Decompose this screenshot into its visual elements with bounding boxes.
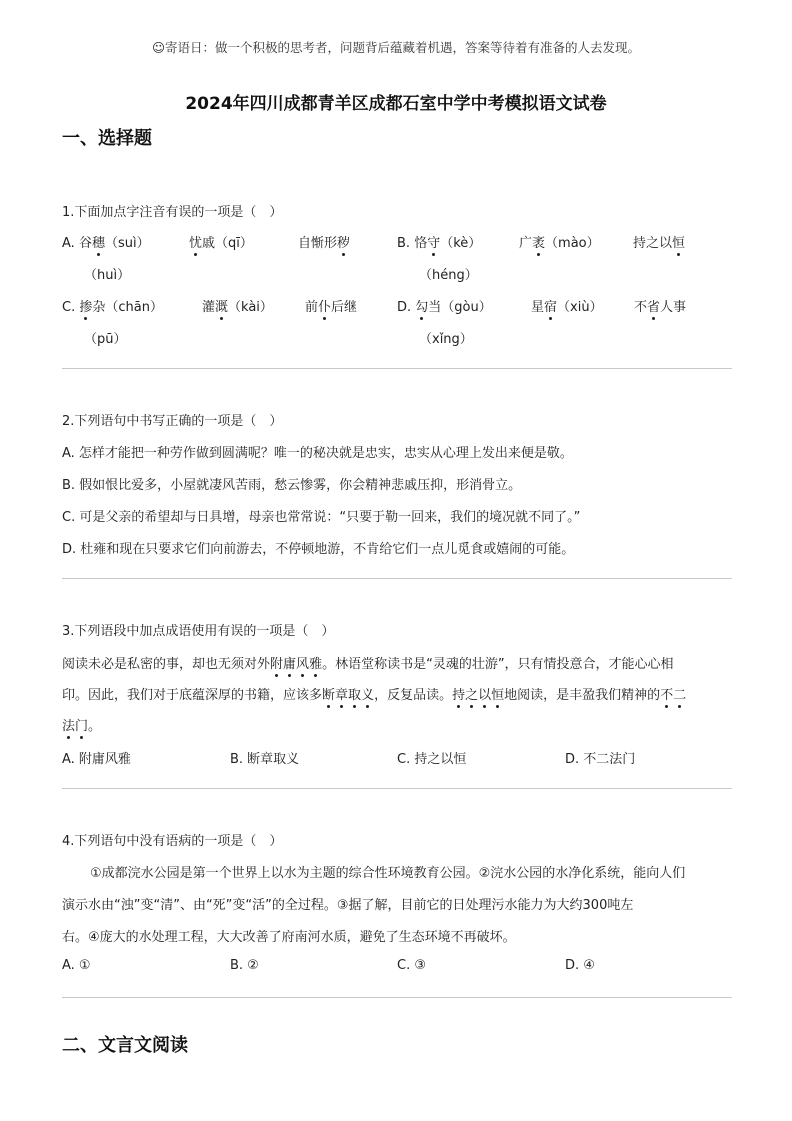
q1-option-a-item-2: 忧戚（qī） xyxy=(189,232,253,251)
emphasis-dot-char: 掺 xyxy=(79,296,92,315)
emphasis-dot-char: 义 xyxy=(361,684,374,703)
emphasis-dot-phrase xyxy=(452,688,504,703)
emphasis-dot-char: 章 xyxy=(335,684,348,703)
emphasis-dot-char: 守 xyxy=(427,232,440,251)
emphasis-dot-char: 断 xyxy=(322,684,335,703)
q2-option-d: D. 杜雍和现在只要求它们向前游去，不停顿地游，不肯给它们一点儿觅食或嬉闹的可能。 xyxy=(62,542,575,557)
divider xyxy=(62,368,732,369)
q4-option-a: A. ① xyxy=(62,958,91,973)
emphasis-dot-char: 溉 xyxy=(215,296,228,315)
emphasis-dot-char: 门 xyxy=(75,715,88,734)
q3-option-b: B. 断章取义 xyxy=(230,752,300,767)
q3-passage-line-2: 印。因此，我们对于底蕴深厚的书籍，应该多断章取义，反复品读。持之以恒地阅读，是丰盈我们精神的不二 xyxy=(62,684,686,703)
q4-passage-line-1: ①成都浣水公园是第一个世界上以水为主题的综合性环境教育公园。②浣水公园的水净化系统，能向人们 xyxy=(90,866,686,881)
emphasis-dot-char: 恒 xyxy=(672,232,685,251)
q1-option-a-pinyin-cont: （huì） xyxy=(84,268,131,283)
emphasis-dot-char: 法 xyxy=(62,715,75,734)
q2-option-c: C. 可是父亲的希望却与日具增，母亲也常常说：“只要于勒一回来，我们的境况就不同了。” xyxy=(62,510,581,525)
q1-option-a-item-1: A. 谷穗（suì） xyxy=(62,232,150,251)
emphasis-dot-char: 持 xyxy=(452,684,465,703)
q2-option-a: A. 怎样才能把一种劳作做到圆满呢？唯一的秘决就是忠实，忠实从心理上发出来便是敬。 xyxy=(62,446,573,461)
section-heading-classical-reading: 二、文言文阅读 xyxy=(62,1035,188,1056)
emphasis-dot-char: 之 xyxy=(465,684,478,703)
emphasis-dot-char: 不 xyxy=(660,684,673,703)
emphasis-dot-char: 附 xyxy=(270,653,283,672)
emphasis-dot-char: 袤 xyxy=(532,232,545,251)
q1-option-b-item-2: 广袤（mào） xyxy=(519,232,600,251)
emphasis-dot-phrase xyxy=(660,688,686,703)
q3-passage-line-3: 法门。 xyxy=(62,715,101,734)
emphasis-dot-char: 穗 xyxy=(92,232,105,251)
emphasis-dot-char: 取 xyxy=(348,684,361,703)
q1-option-d-item-3: 不省人事 xyxy=(634,296,686,315)
q4-passage-line-3: 右。④庞大的水处理工程，大大改善了府南河水质，避免了生态环境不再破坏。 xyxy=(62,930,516,945)
emphasis-dot-phrase xyxy=(270,657,322,672)
q4-passage-line-2: 演示水由“浊”变“清”、由“死”变“活”的全过程。③据了解，目前它的日处理污水能力为大约300吨左 xyxy=(62,898,634,913)
section-heading-choice: 一、选择题 xyxy=(62,128,152,149)
divider xyxy=(62,788,732,789)
q1-option-c-pinyin-cont: （pū） xyxy=(84,332,127,347)
q1-option-c-item-3: 前仆后继 xyxy=(305,296,357,315)
exam-title: 2024年四川成都青羊区成都石室中学中考模拟语文试卷 xyxy=(185,94,607,114)
emphasis-dot-char: 忧 xyxy=(189,232,202,251)
emphasis-dot-char: 仆 xyxy=(318,296,331,315)
emphasis-dot-char: 勾 xyxy=(415,296,428,315)
emphasis-dot-char: 以 xyxy=(478,684,491,703)
question-3-stem: 3.下列语段中加点成语使用有误的一项是（ ） xyxy=(62,624,335,639)
q1-option-d-item-2: 星宿（xiù） xyxy=(531,296,603,315)
q2-option-b: B. 假如恨比爱多，小屋就凄风苦雨，愁云惨雾，你会精神悲戚压抑，形消骨立。 xyxy=(62,478,522,493)
q3-option-a: A. 附庸风雅 xyxy=(62,752,131,767)
q1-option-b-item-3: 持之以恒 xyxy=(633,232,685,251)
question-4-stem: 4.下列语句中没有语病的一项是（ ） xyxy=(62,834,283,849)
emphasis-dot-phrase xyxy=(322,688,374,703)
q3-option-c: C. 持之以恒 xyxy=(397,752,467,767)
question-2-stem: 2.下列语句中书写正确的一项是（ ） xyxy=(62,414,283,429)
emphasis-dot-char: 省 xyxy=(647,296,660,315)
question-1-stem: 1.下面加点字注音有误的一项是（ ） xyxy=(62,205,283,220)
emphasis-dot-char: 雅 xyxy=(309,653,322,672)
emphasis-dot-phrase xyxy=(62,719,88,734)
emphasis-dot-char: 恒 xyxy=(491,684,504,703)
divider xyxy=(62,997,732,998)
emphasis-dot-char: 宿 xyxy=(544,296,557,315)
emphasis-dot-char: 二 xyxy=(673,684,686,703)
q4-option-b: B. ② xyxy=(230,958,259,973)
emphasis-dot-char: 庸 xyxy=(283,653,296,672)
emphasis-dot-char: 秽 xyxy=(337,232,350,251)
emphasis-dot-char: 风 xyxy=(296,653,309,672)
q1-option-b-item-1: B. 恪守（kè） xyxy=(397,232,481,251)
q3-option-d: D. 不二法门 xyxy=(565,752,636,767)
q1-option-c-item-2: 灌溉（kài） xyxy=(202,296,273,315)
motto-line: ☺寄语日：做一个积极的思考者，问题背后蕴藏着机遇，答案等待着有准备的人去发现。 xyxy=(151,40,641,55)
divider xyxy=(62,578,732,579)
q1-option-d-pinyin-cont: （xǐng） xyxy=(419,332,473,347)
q4-option-c: C. ③ xyxy=(397,958,426,973)
q1-option-d-item-1: D. 勾当（gòu） xyxy=(397,296,492,315)
q1-option-b-pinyin-cont: （héng） xyxy=(419,268,478,283)
q4-option-d: D. ④ xyxy=(565,958,595,973)
q1-option-c-item-1: C. 掺杂（chān） xyxy=(62,296,163,315)
q1-option-a-item-3: 自惭形秽 xyxy=(298,232,350,251)
q3-passage-line-1: 阅读未必是私密的事，却也无须对外附庸风雅。林语堂称读书是“灵魂的壮游”，只有情投意合，才能心心相 xyxy=(62,653,674,672)
